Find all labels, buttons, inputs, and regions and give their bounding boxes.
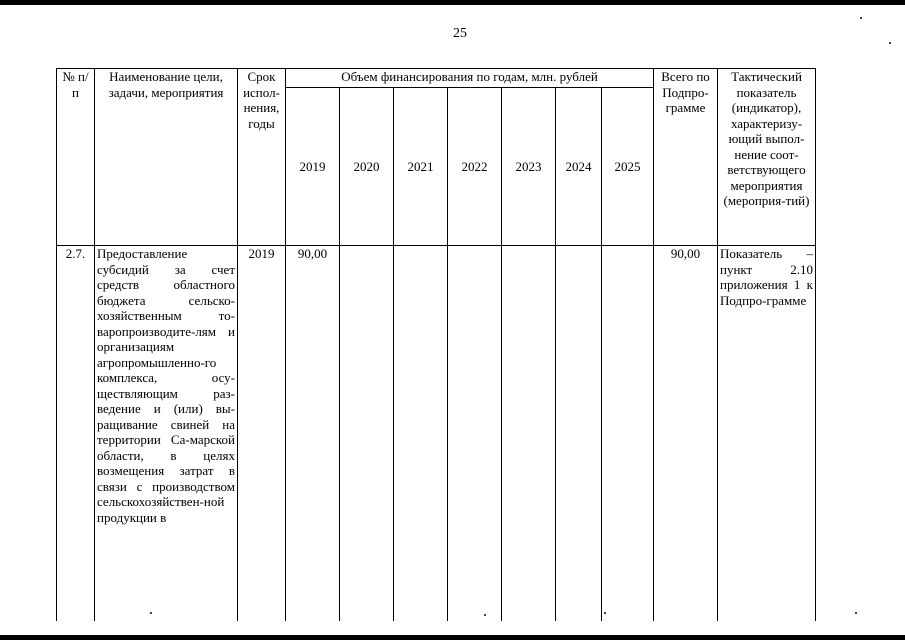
scan-speck bbox=[855, 612, 857, 614]
header-year: 2022 bbox=[448, 88, 502, 246]
row-value bbox=[448, 246, 502, 622]
row-term: 2019 bbox=[238, 246, 286, 622]
header-term: Срок испол-нения, годы bbox=[238, 69, 286, 246]
row-total: 90,00 bbox=[654, 246, 718, 622]
row-name: Предоставление субсидий за счет средств областного бюджета сельско-хозяйственным то-варопроизводите-лям и организациям агропромышленно-го комплекса, осу-ществляющим раз-ведение и (или) вы-ращивание свиней на территории Са-марской области, в целях возмещения затрат в связи с производством сельскохозяйствен-ной продукции в bbox=[95, 246, 238, 622]
scan-speck bbox=[604, 612, 606, 614]
table-row bbox=[57, 246, 816, 622]
scan-speck bbox=[150, 612, 152, 614]
row-num: 2.7. bbox=[57, 246, 95, 622]
header-year: 2025 bbox=[602, 88, 654, 246]
scan-speck bbox=[484, 614, 486, 616]
header-year: 2020 bbox=[340, 88, 394, 246]
header-num: № п/п bbox=[57, 69, 95, 246]
row-value bbox=[502, 246, 556, 622]
row-value: 90,00 bbox=[286, 246, 340, 622]
page-number: 25 bbox=[453, 26, 467, 41]
row-indicator: Показатель – пункт 2.10 приложения 1 к Подпро-грамме bbox=[718, 246, 816, 622]
header-total: Всего по Подпро-грамме bbox=[654, 69, 718, 246]
bottom-border-bar bbox=[0, 635, 905, 640]
row-value bbox=[602, 246, 654, 622]
top-border-bar bbox=[0, 0, 905, 5]
header-name: Наименование цели, задачи, мероприятия bbox=[95, 69, 238, 246]
financing-table bbox=[56, 68, 816, 621]
row-value bbox=[556, 246, 602, 622]
header-year: 2024 bbox=[556, 88, 602, 246]
scan-speck bbox=[860, 17, 862, 19]
header-row-1 bbox=[57, 69, 816, 88]
header-year: 2023 bbox=[502, 88, 556, 246]
header-indicator: Тактический показатель (индикатор), характеризу-ющий выпол-нение соот-ветствующего мероприятия (мероприя-тий) bbox=[718, 69, 816, 246]
row-value bbox=[394, 246, 448, 622]
row-value bbox=[340, 246, 394, 622]
header-financing: Объем финансирования по годам, млн. рублей bbox=[286, 69, 654, 88]
scan-speck bbox=[889, 42, 891, 44]
header-year: 2019 bbox=[286, 88, 340, 246]
header-year: 2021 bbox=[394, 88, 448, 246]
